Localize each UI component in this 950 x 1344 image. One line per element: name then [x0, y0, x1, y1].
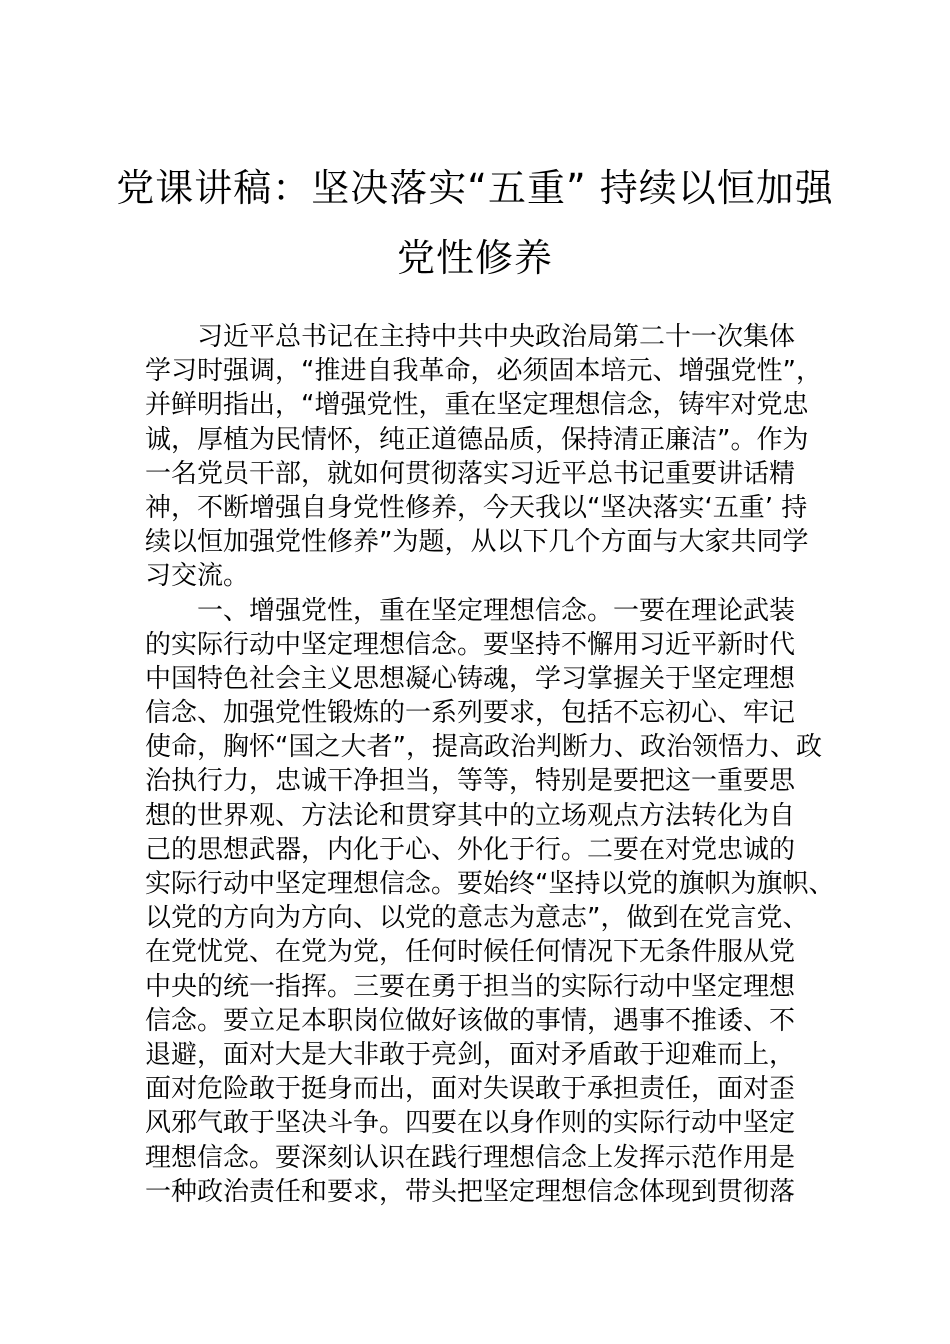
paragraph-1-line: 学习时强调，“推进自我革命，必须固本培元、增强党性”，: [145, 356, 822, 387]
paragraph-2-line: 使命，胸怀“国之大者”，提高政治判断力、政治领悟力、政: [145, 732, 822, 763]
paragraph-2-line: 信念、加强党性锻炼的一系列要求，包括不忘初心、牢记: [145, 698, 796, 729]
paragraph-2-line: 治执行力，忠诚干净担当，等等，特别是要把这一重要思: [145, 766, 796, 797]
paragraph-1-line: 诚，厚植为民情怀，纯正道德品质，保持清正廉洁”。作为: [145, 424, 809, 455]
document-body: [145, 320, 835, 1209]
paragraph-2-line: 退避，面对大是大非敢于亮剑，面对矛盾敢于迎难而上，: [145, 1039, 796, 1070]
paragraph-1-line: 续以恒加强党性修养”为题，从以下几个方面与大家共同学: [145, 527, 809, 558]
document-title-line-2: 党性修养: [396, 236, 553, 280]
paragraph-2-line: 一种政治责任和要求，带头把坚定理想信念体现到贯彻落: [145, 1176, 796, 1207]
paragraph-1-line: 神，不断增强自身党性修养，今天我以“坚决落实‘五重’ 持: [145, 492, 808, 523]
paragraph-1-line: 并鲜明指出，“增强党性，重在坚定理想信念，铸牢对党忠: [145, 390, 809, 421]
paragraph-2-line: 中央的统一指挥。三要在勇于担当的实际行动中坚定理想: [145, 971, 796, 1002]
paragraph-2-line: 理想信念。要深刻认识在践行理想信念上发挥示范作用是: [145, 1142, 796, 1173]
paragraph-2-line: 实际行动中坚定理想信念。要始终“坚持以党的旗帜为旗帜、: [145, 869, 835, 899]
paragraph-1-line: 习交流。: [145, 561, 250, 592]
paragraph-1-line: 一名党员干部，就如何贯彻落实习近平总书记重要讲话精: [145, 458, 796, 489]
document-title-line-1: 党课讲稿：坚决落实“五重” 持续以恒加强: [116, 166, 834, 210]
paragraph-2-line: 的实际行动中坚定理想信念。要坚持不懈用习近平新时代: [145, 629, 796, 660]
paragraph-1-line: 习近平总书记在主持中共中央政治局第二十一次集体: [197, 322, 796, 352]
paragraph-2-line: 以党的方向为方向、以党的意志为意志”，做到在党言党、: [145, 903, 809, 934]
paragraph-2-line: 面对危险敢于挺身而出，面对失误敢于承担责任，面对歪: [145, 1074, 796, 1105]
paragraph-2-line: 在党忧党、在党为党，任何时候任何情况下无条件服从党: [145, 937, 796, 968]
paragraph-2-line: 中国特色社会主义思想凝心铸魂，学习掌握关于坚定理想: [145, 663, 796, 694]
paragraph-2-line: 想的世界观、方法论和贯穿其中的立场观点方法转化为自: [145, 800, 796, 831]
paragraph-2-line: 己的思想武器，内化于心、外化于行。二要在对党忠诚的: [145, 834, 796, 865]
paragraph-2-line: 一、增强党性，重在坚定理想信念。一要在理论武装: [197, 595, 796, 626]
paragraph-2-line: 信念。要立足本职岗位做好该做的事情，遇事不推诿、不: [145, 1005, 796, 1036]
paragraph-2-line: 风邪气敢于坚决斗争。四要在以身作则的实际行动中坚定: [145, 1108, 796, 1139]
